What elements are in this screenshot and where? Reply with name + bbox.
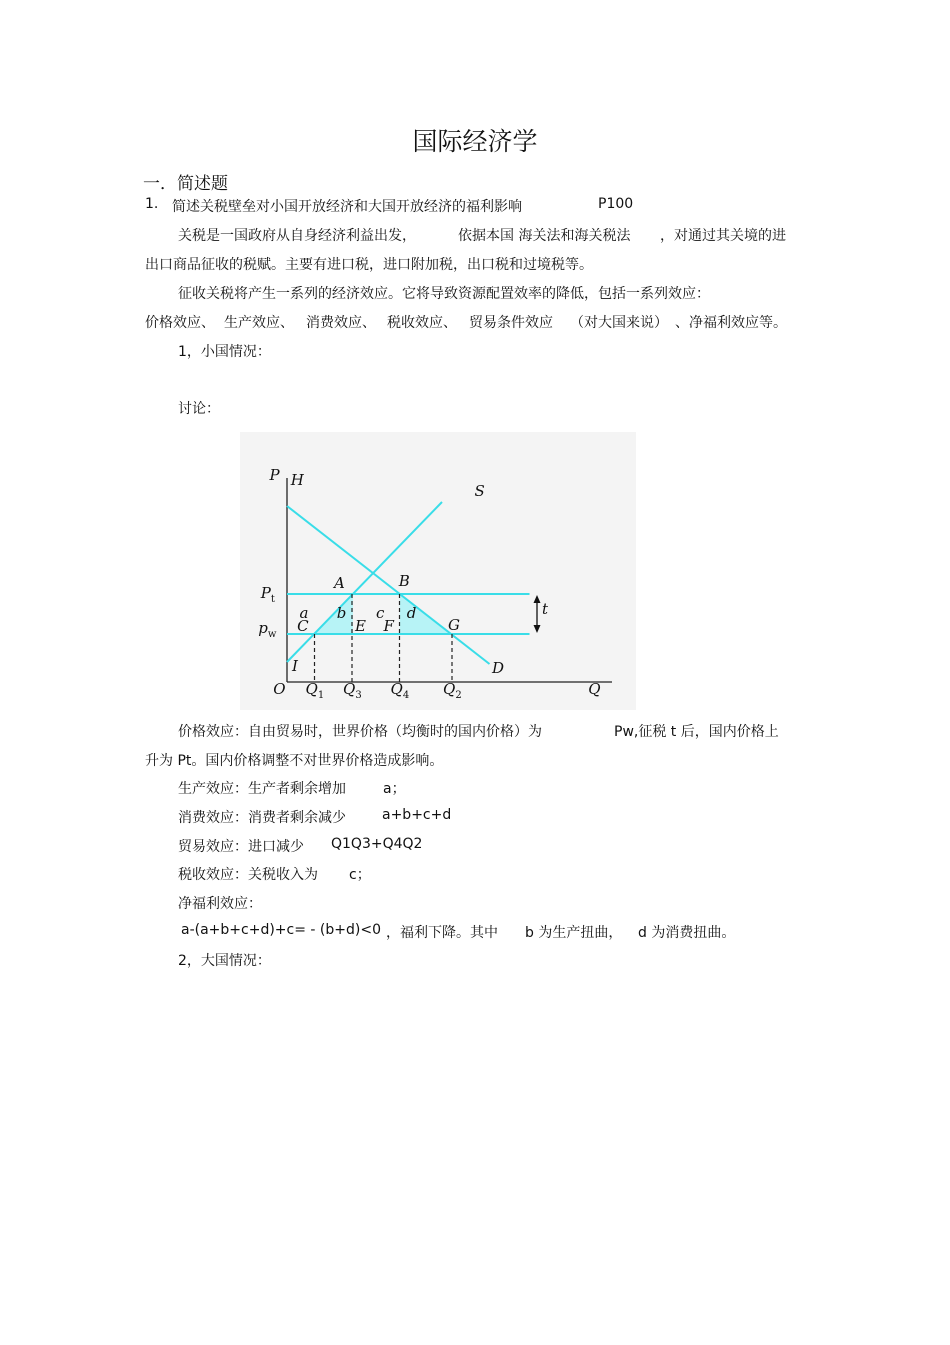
tax-effect-label: 税收效应：关税收入为	[178, 867, 318, 883]
label-B: B	[398, 572, 410, 590]
p2-effect-1: 价格效应、	[145, 315, 215, 331]
price-effect-b: Pw,征税 t 后，国内价格上	[614, 724, 779, 740]
label-H: H	[290, 471, 304, 489]
tick-label-q2: $Q_2$	[443, 680, 462, 701]
tick-label-q1: $Q_1$	[305, 680, 325, 701]
price-effect-c: 升为 Pt。国内价格调整不对世界价格造成影响。	[145, 753, 444, 769]
question-page-ref: P100	[598, 196, 634, 212]
label-S: S	[474, 482, 485, 500]
page-title: 国际经济学	[412, 127, 538, 156]
net-welfare-text-c: b 为生产扭曲，	[525, 925, 623, 941]
tariff-label-t: t	[542, 600, 549, 618]
production-effect-value: a；	[383, 781, 406, 797]
p1-part-a: 关税是一国政府从自身经济利益出发，	[178, 228, 416, 244]
net-welfare-formula: a-(a+b+c+d)+c= - (b+d)<0	[181, 922, 381, 938]
label-A: A	[334, 574, 345, 592]
discussion-label: 讨论：	[178, 401, 220, 417]
label-I: I	[292, 657, 298, 675]
tax-effect-value: c；	[349, 867, 371, 883]
p2-effect-7: 、净福利效应等。	[675, 315, 787, 331]
tariff-diagram	[240, 432, 636, 710]
question-text: 简述关税壁垒对小国开放经济和大国开放经济的福利影响	[172, 199, 522, 215]
consumption-effect-value: a+b+c+d	[382, 807, 452, 823]
y-axis-label: P	[269, 466, 280, 484]
tick-label-q4: $Q_4$	[390, 680, 410, 701]
net-welfare-label: 净福利效应：	[178, 896, 262, 912]
production-effect-label: 生产效应：生产者剩余增加	[178, 781, 346, 797]
p2-effect-6: （对大国来说）	[570, 315, 668, 331]
price-effect-a: 价格效应：自由贸易时，世界价格（均衡时的国内价格）为	[178, 724, 542, 740]
p2-effect-4: 税收效应、	[387, 315, 457, 331]
label-Pw: $p_w$	[258, 619, 277, 640]
area-label-c: c	[376, 604, 385, 622]
p1-part-b: 依据本国 海关法和海关税法	[458, 228, 631, 244]
x-axis-label: Q	[588, 680, 601, 698]
trade-effect-label: 贸易效应：进口减少	[178, 839, 304, 855]
small-country-heading: 1，小国情况：	[178, 344, 271, 360]
p1-part-c: ，对通过其关境的进	[660, 228, 786, 244]
label-E: E	[355, 617, 366, 635]
p1-part-d: 出口商品征收的税赋。主要有进口税，进口附加税，出口税和过境税等。	[145, 257, 593, 273]
area-label-a: a	[299, 604, 309, 622]
area-label-b: b	[336, 604, 347, 622]
p2-effect-2: 生产效应、	[224, 315, 294, 331]
trade-effect-value: Q1Q3+Q4Q2	[331, 836, 423, 852]
p2-part-a: 征收关税将产生一系列的经济效应。它将导致资源配置效率的降低，包括一系列效应：	[178, 286, 710, 302]
consumption-effect-label: 消费效应：消费者剩余减少	[178, 810, 346, 826]
label-Pt: $P_t$	[260, 584, 275, 605]
net-welfare-text-b: ，福利下降。其中	[386, 925, 498, 941]
net-welfare-text-d: d 为消费扭曲。	[638, 925, 736, 941]
label-F: F	[383, 617, 394, 635]
label-C: C	[297, 617, 309, 635]
p2-effect-5: 贸易条件效应	[469, 315, 553, 331]
label-G: G	[448, 616, 461, 634]
p2-effect-3: 消费效应、	[306, 315, 376, 331]
label-D: D	[492, 659, 505, 677]
area-label-d: d	[406, 604, 417, 622]
section-heading: 一．简述题	[143, 174, 228, 194]
question-number: 1.	[145, 196, 159, 212]
large-country-heading: 2，大国情况：	[178, 953, 271, 969]
tick-label-q3: $Q_3$	[343, 680, 362, 701]
label-O: O	[273, 680, 286, 698]
